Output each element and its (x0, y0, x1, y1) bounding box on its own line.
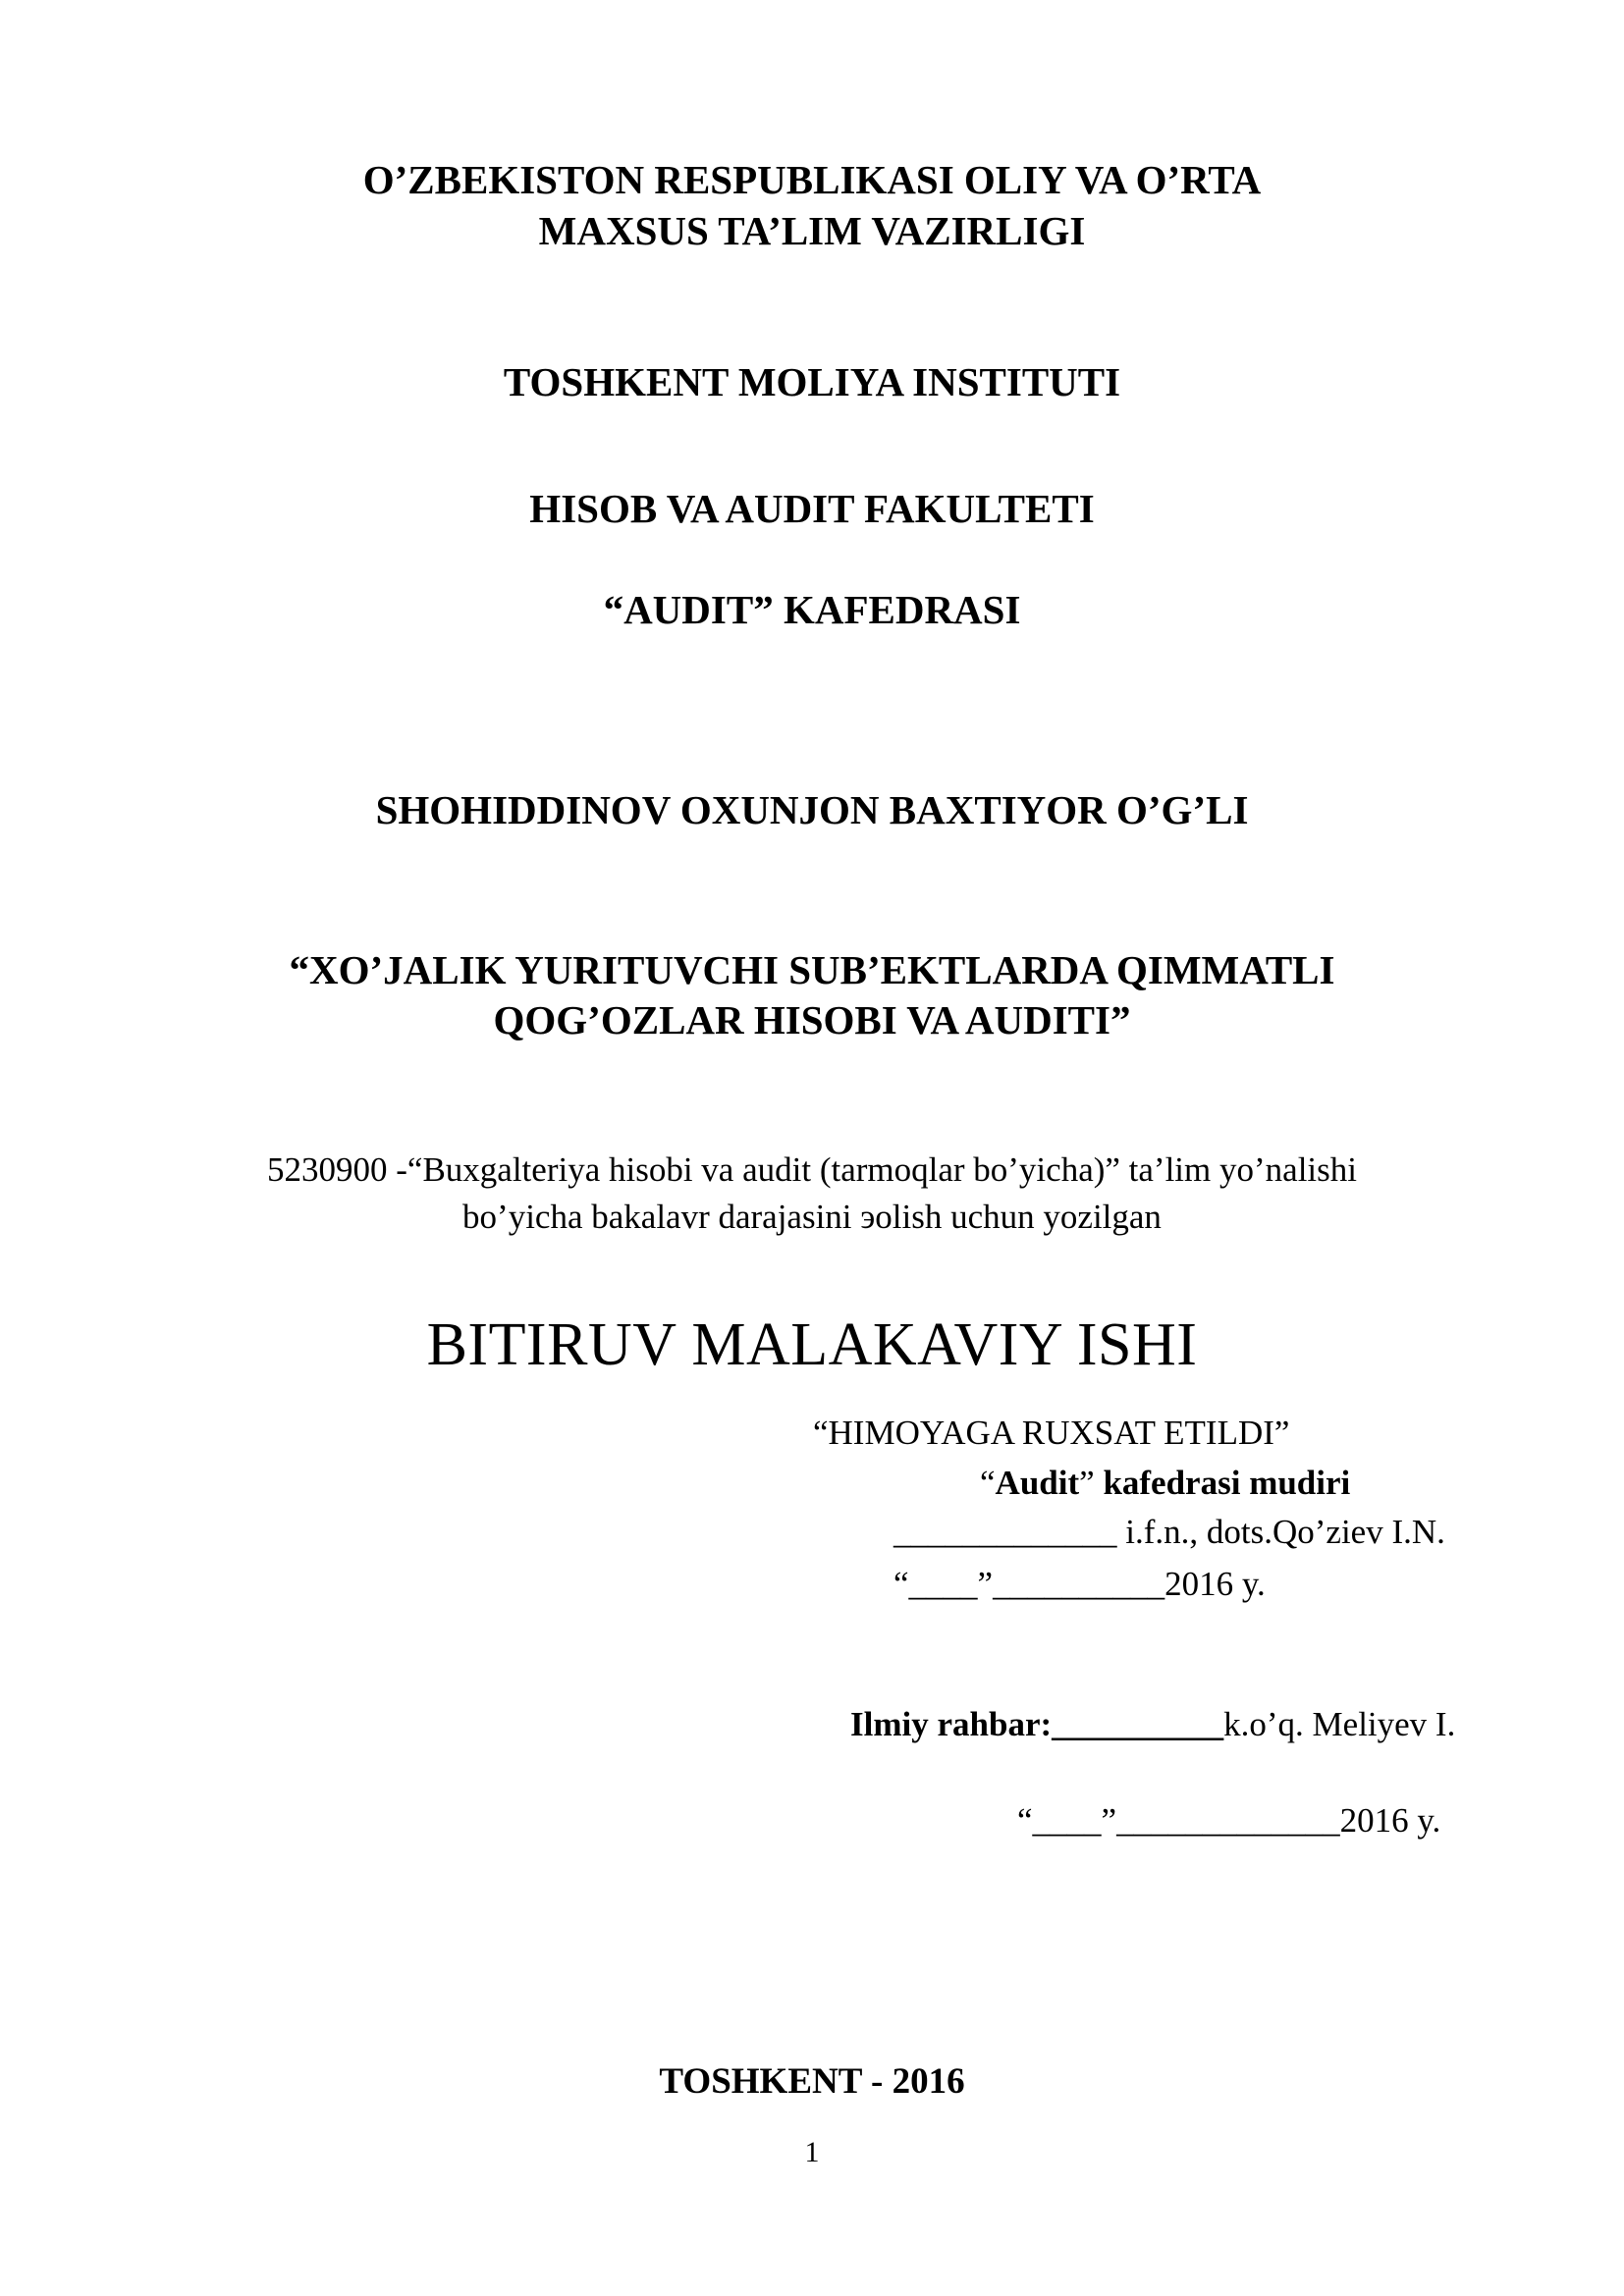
city-year: TOSHKENT - 2016 (659, 2061, 965, 2102)
supervisor-row (850, 1701, 1455, 1748)
description-line-1: 5230900 -“Buxgalteriya hisobi va audit (tarmoqlar bo’yicha)” ta’lim yo’nalishi (267, 1150, 1357, 1189)
department-name: “AUDIT” KAFEDRASI (603, 587, 1021, 632)
ministry-line-2: MAXSUS TA’LIM VAZIRLIGI (538, 208, 1086, 253)
head-title-rest: kafedrasi mudiri (1094, 1464, 1351, 1502)
supervisor-label: Ilmiy rahbar:__________ (850, 1705, 1224, 1743)
head-department: Audit (995, 1464, 1080, 1502)
topic-line-2: QOG’OZLAR HISOBI VA AUDITI” (493, 997, 1131, 1042)
faculty-name: HISOB VA AUDIT FAKULTETI (529, 486, 1095, 531)
department-head-title (980, 1460, 1350, 1507)
work-type-title: BITIRUV MALAKAVIY ISHI (426, 1311, 1198, 1378)
supervisor-date-line: “____”_____________2016 y. (1017, 1801, 1441, 1840)
approval-date-line: “____”__________2016 y. (893, 1565, 1266, 1603)
close-quote: ” (1079, 1464, 1095, 1502)
description-line-2: bo’yicha bakalavr darajasini эolish uchun yozilgan (462, 1198, 1162, 1236)
institute-name: TOSHKENT MOLIYA INSTITUTI (503, 359, 1121, 404)
ministry-line-1: O’ZBEKISTON RESPUBLIKASI OLIY VA O’RTA (362, 157, 1262, 202)
approval-title: “HIMOYAGA RUXSAT ETILDI” (813, 1414, 1290, 1452)
author-name: SHOHIDDINOV OXUNJON BAXTIYOR O’G’LI (375, 787, 1249, 832)
department-head-name: i.f.n., dots.Qo’ziev I.N. (1116, 1513, 1445, 1551)
supervisor-name: k.o’q. Meliyev I. (1223, 1705, 1456, 1743)
open-quote: “ (980, 1464, 996, 1502)
signature-line: _____________ (893, 1513, 1117, 1551)
department-head-signature-row (893, 1509, 1445, 1556)
page-number: 1 (804, 2136, 820, 2168)
topic-line-1: “XO’JALIK YURITUVCHI SUB’EKTLARDA QIMMATLI (289, 947, 1335, 992)
